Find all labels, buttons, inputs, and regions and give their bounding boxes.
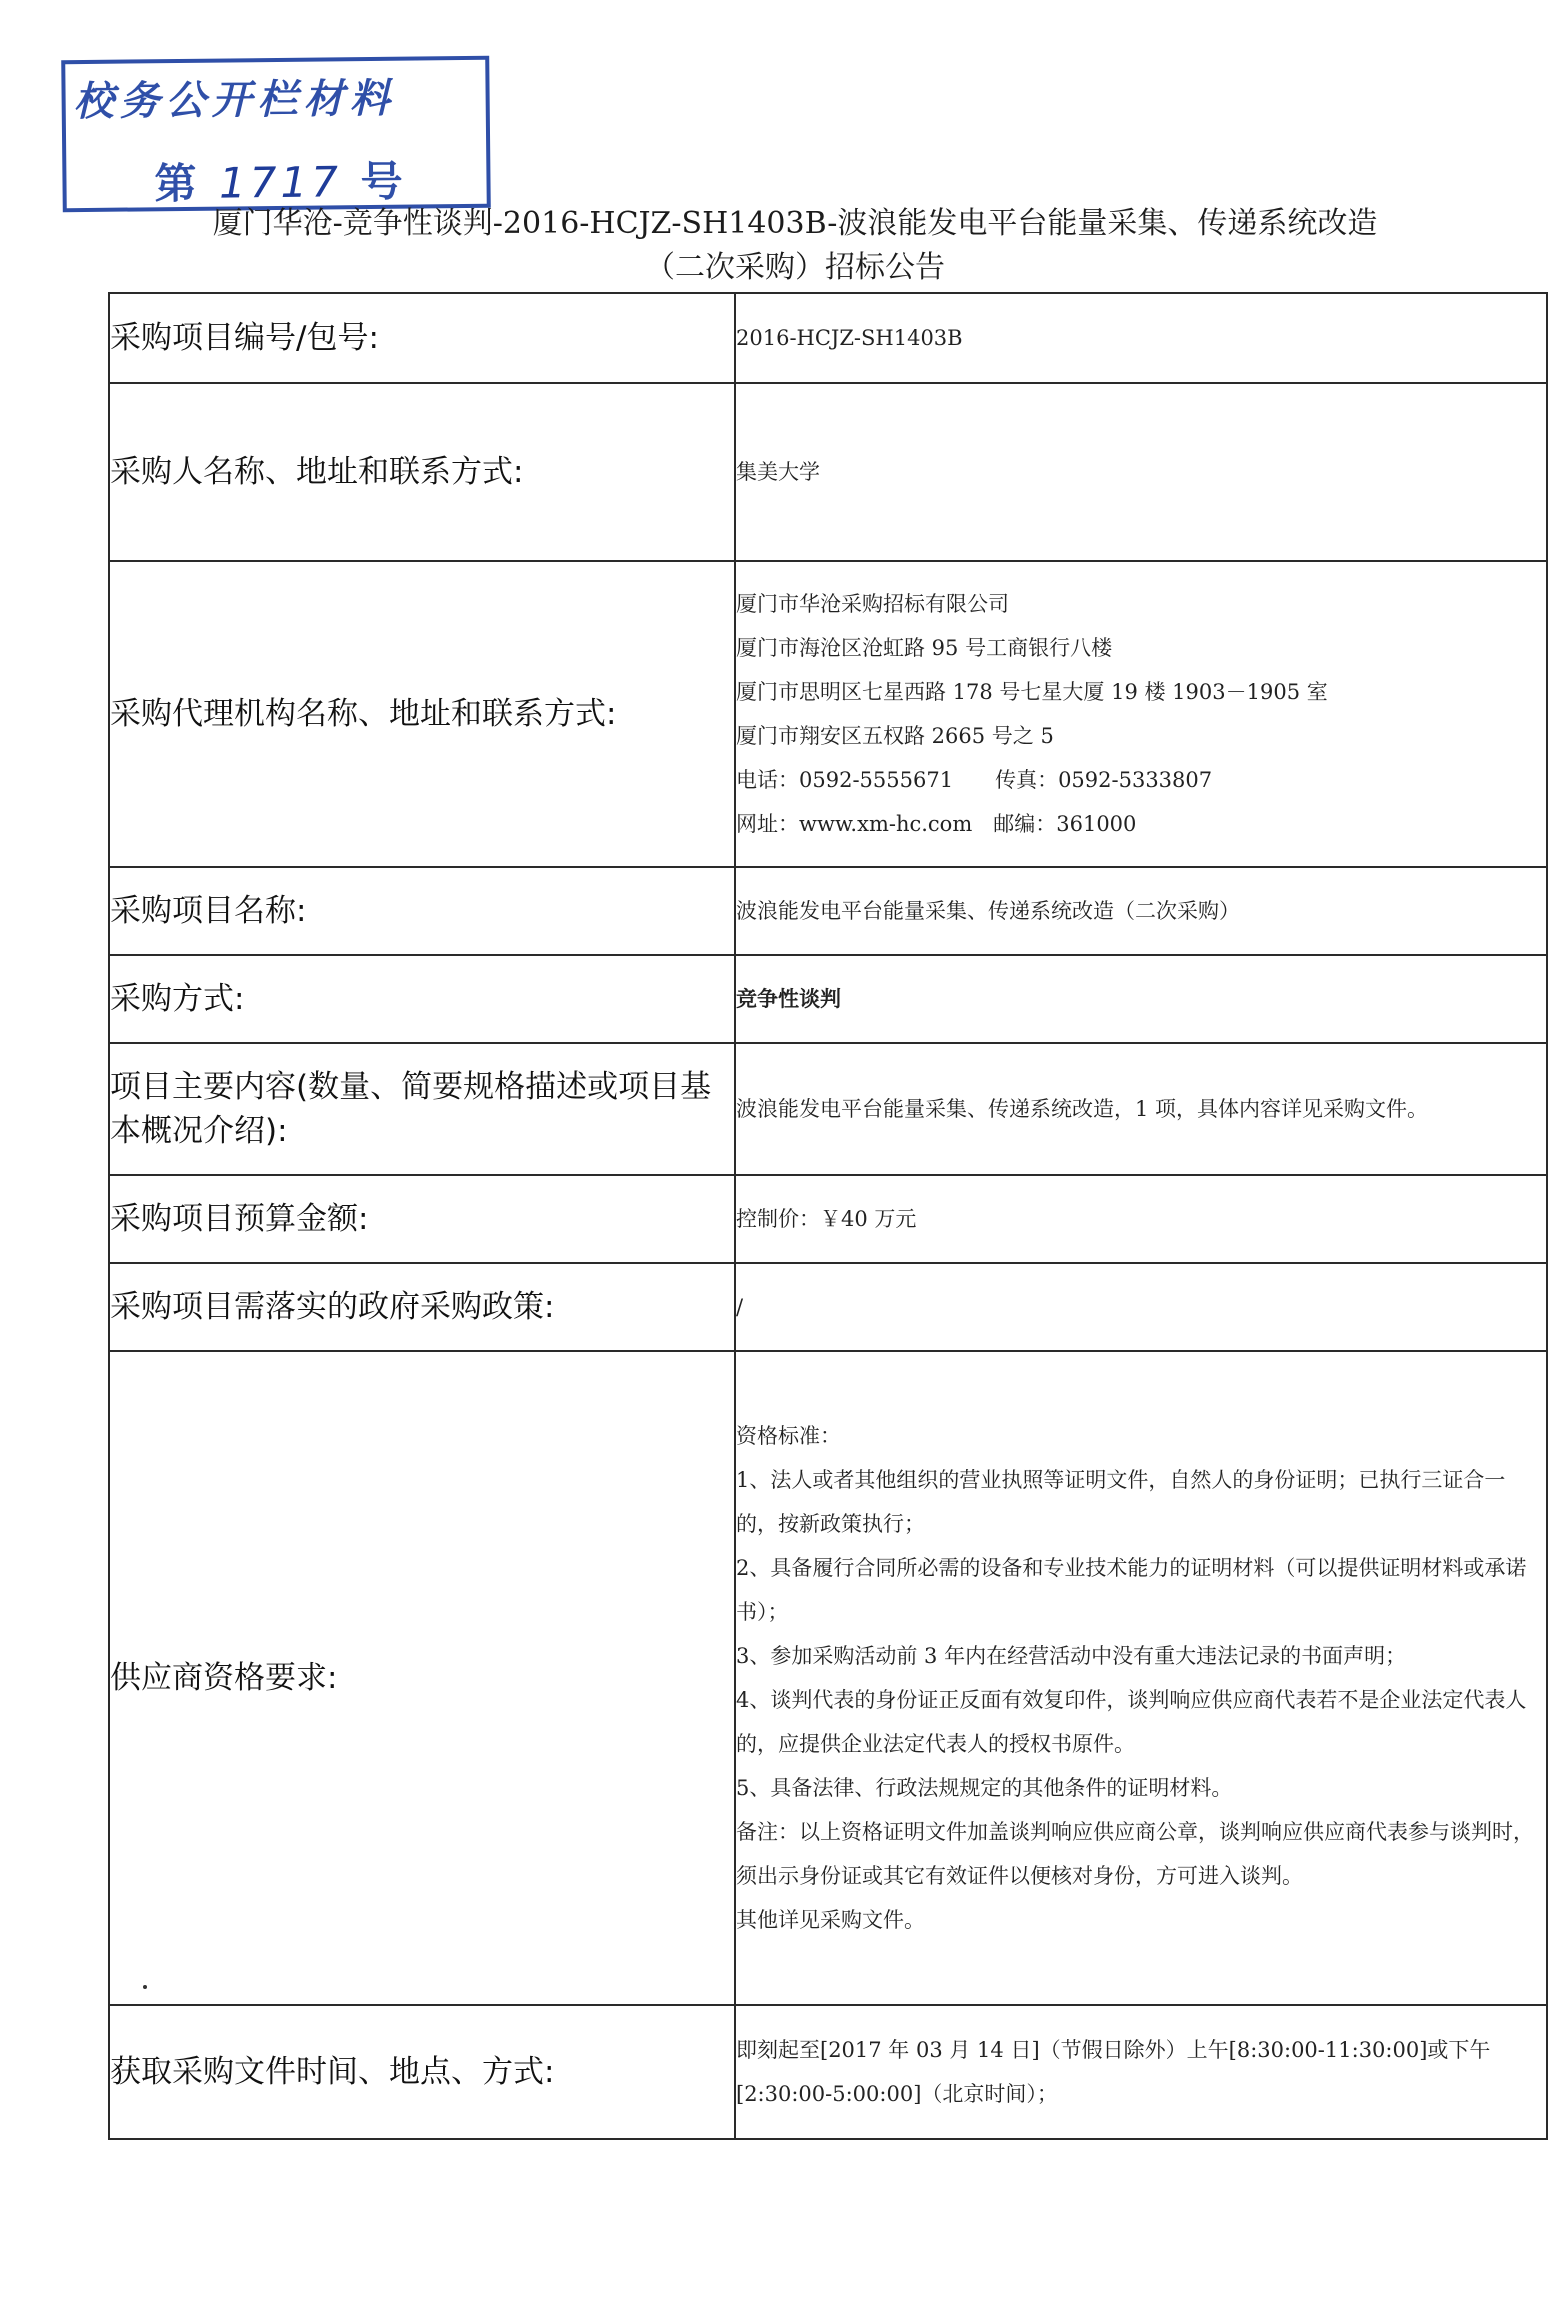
row-value: / (735, 1263, 1547, 1351)
row-project-name (109, 867, 1547, 955)
row-value: 即刻起至[2017 年 03 月 14 日]（节假日除外）上午[8:30:00-11:30:00]或下午[2:30:00-5:00:00]（北京时间）； (735, 2005, 1547, 2139)
row-value: 竞争性谈判 (735, 955, 1547, 1043)
row-label: 项目主要内容(数量、简要规格描述或项目基本概况介绍): (109, 1043, 735, 1175)
qualification-note: 备注：以上资格证明文件加盖谈判响应供应商公章，谈判响应供应商代表参与谈判时，须出示身份证或其它有效证件以便核对身份，方可进入谈判。 (736, 1820, 1534, 1888)
row-project-no (109, 293, 1547, 383)
row-qualification (109, 1351, 1547, 2005)
row-label: 采购代理机构名称、地址和联系方式: (109, 561, 735, 867)
row-label: 采购人名称、地址和联系方式: (109, 383, 735, 561)
row-label: 采购项目编号/包号: (109, 293, 735, 383)
stamp-prefix: 第 (154, 158, 201, 209)
agency-address-3: 厦门市翔安区五权路 2665 号之 5 (736, 724, 1054, 748)
qualification-other: 其他详见采购文件。 (736, 1908, 925, 1932)
notice-table (108, 292, 1548, 2140)
row-content (109, 1043, 1547, 1175)
row-value (735, 561, 1547, 867)
qualification-item-5: 5、具备法律、行政法规规定的其他条件的证明材料。 (736, 1776, 1233, 1800)
qualification-item-2: 2、具备履行合同所必需的设备和专业技术能力的证明材料（可以提供证明材料或承诺书）； (736, 1556, 1527, 1624)
row-policy (109, 1263, 1547, 1351)
title-line-2: （二次采购）招标公告 (645, 250, 945, 285)
qualification-item-4: 4、谈判代表的身份证正反面有效复印件，谈判响应供应商代表若不是企业法定代表人的，应提供企业法定代表人的授权书原件。 (736, 1688, 1527, 1756)
stamp-suffix: 号 (360, 156, 407, 207)
agency-website-zip: 网址：www.xm-hc.com 邮编：361000 (736, 812, 1137, 836)
row-budget (109, 1175, 1547, 1263)
row-agency (109, 561, 1547, 867)
row-value (735, 1351, 1547, 2005)
scan-speck (143, 1985, 147, 1989)
row-label: 采购项目需落实的政府采购政策: (109, 1263, 735, 1351)
row-obtain (109, 2005, 1547, 2139)
agency-address-1: 厦门市海沧区沧虹路 95 号工商银行八楼 (736, 636, 1113, 660)
title-line-1: 厦门华沧-竞争性谈判-2016-HCJZ-SH1403B-波浪能发电平台能量采集、传递系统改造 (212, 206, 1378, 241)
row-label: 采购项目预算金额: (109, 1175, 735, 1263)
agency-phone-fax: 电话：0592-5555671 传真：0592-5333807 (736, 768, 1213, 792)
row-value: 波浪能发电平台能量采集、传递系统改造，1 项，具体内容详见采购文件。 (735, 1043, 1547, 1175)
row-value: 集美大学 (735, 383, 1547, 561)
stamp-text: 校务公开栏材料 (73, 75, 396, 126)
agency-address-2: 厦门市思明区七星西路 178 号七星大厦 19 楼 1903－1905 室 (736, 680, 1328, 704)
row-label: 供应商资格要求: (109, 1351, 735, 2005)
qualification-item-3: 3、参加采购活动前 3 年内在经营活动中没有重大违法记录的书面声明； (736, 1644, 1407, 1668)
row-label: 采购方式: (109, 955, 735, 1043)
agency-name: 厦门市华沧采购招标有限公司 (736, 592, 1009, 616)
qualification-heading: 资格标准： (736, 1424, 841, 1448)
row-method (109, 955, 1547, 1043)
qualification-item-1: 1、法人或者其他组织的营业执照等证明文件，自然人的身份证明；已执行三证合一的，按新政策执行； (736, 1468, 1506, 1536)
row-value: 控制价：￥40 万元 (735, 1175, 1547, 1263)
row-value: 波浪能发电平台能量采集、传递系统改造（二次采购） (735, 867, 1547, 955)
document-title (130, 202, 1460, 290)
row-purchaser (109, 383, 1547, 561)
row-value: 2016-HCJZ-SH1403B (735, 293, 1547, 383)
office-stamp (61, 56, 491, 212)
stamp-number: 1717 (218, 157, 343, 208)
row-label: 获取采购文件时间、地点、方式: (109, 2005, 735, 2139)
row-label: 采购项目名称: (109, 867, 735, 955)
